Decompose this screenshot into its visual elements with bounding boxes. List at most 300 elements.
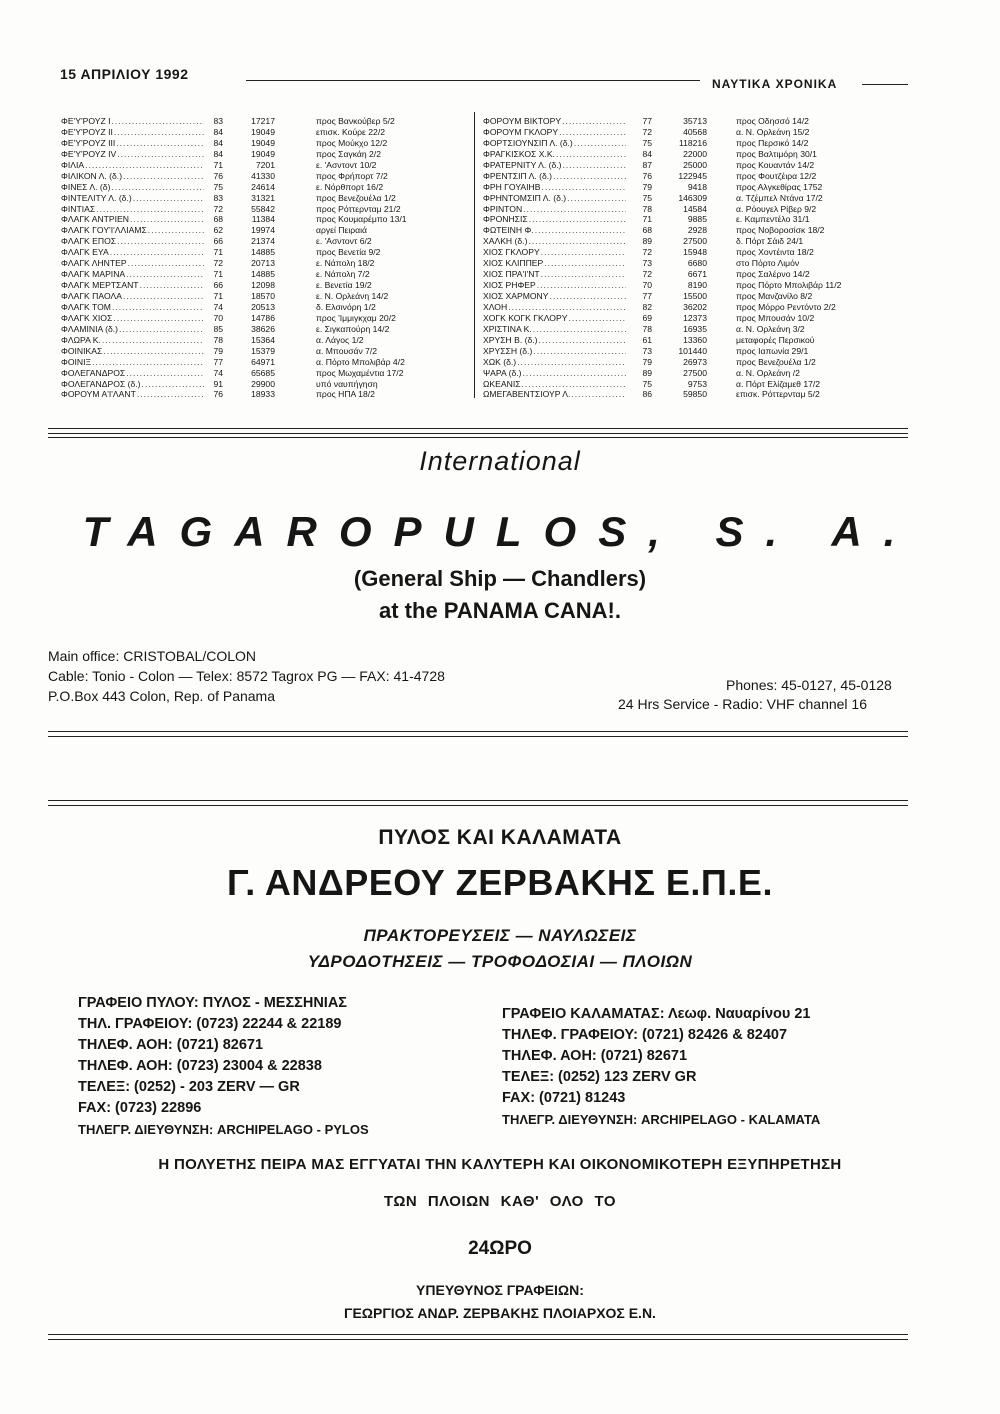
header-rule bbox=[246, 80, 700, 81]
section-divider bbox=[48, 736, 908, 737]
ship-destination: προς Κουαντάν 14/2 bbox=[736, 159, 815, 170]
ship-year: 79 bbox=[213, 345, 223, 356]
ship-name: ΧΙΟΣ ΧΑΡΜΟΝΥ ..... bbox=[483, 291, 626, 302]
ship-row bbox=[483, 127, 883, 138]
ship-tonnage: 14885 bbox=[251, 269, 275, 280]
ship-row bbox=[61, 225, 401, 236]
ship-destination: προς Σαγκάη 2/2 bbox=[316, 148, 381, 159]
ship-year: 62 bbox=[213, 225, 223, 236]
ship-tonnage: 9418 bbox=[687, 181, 707, 192]
ship-tonnage: 19049 bbox=[251, 148, 275, 159]
ship-tonnage: 16935 bbox=[683, 323, 707, 334]
ship-tonnage: 118216 bbox=[678, 137, 707, 148]
ship-year: 85 bbox=[213, 323, 223, 334]
ship-name: ΦΙΛΙΚΟΝ Λ. (δ.) ..... bbox=[61, 171, 204, 182]
ad-phones: Phones: 45-0127, 45-0128 bbox=[726, 677, 892, 693]
ship-year: 77 bbox=[213, 356, 223, 367]
section-divider bbox=[48, 800, 908, 801]
ship-row bbox=[483, 225, 883, 236]
ship-year: 73 bbox=[642, 345, 652, 356]
ship-tonnage: 20713 bbox=[251, 258, 275, 269]
ship-tonnage: 12373 bbox=[683, 312, 707, 323]
ship-tonnage: 17217 bbox=[251, 116, 275, 126]
ship-year: 83 bbox=[213, 192, 223, 203]
ship-name: ΧΙΟΣ ΓΚΛΟΡΥ ..... bbox=[483, 247, 626, 258]
ship-destination: προς Νοβοροσίσκ 18/2 bbox=[736, 225, 825, 236]
ship-name: ΦΡΑΤΕΡΝΙΤΥ Λ. (δ.) ..... bbox=[483, 160, 626, 171]
ship-row bbox=[61, 236, 401, 247]
ship-destination: μεταφορές Περσικού bbox=[736, 334, 815, 345]
column-separator bbox=[474, 112, 475, 398]
kalamata-office-line: ΤΕΛΕΞ: (0252) 123 ZERV GR bbox=[502, 1069, 697, 1085]
ship-row bbox=[61, 193, 401, 204]
pylos-office-line: ΤΗΛΕΦ. ΑΟΗ: (0721) 82671 bbox=[78, 1037, 264, 1053]
ship-year: 77 bbox=[642, 116, 652, 126]
ad-services: ΠΡΑΚΤΟΡΕΥΣΕΙΣ — ΝΑΥΛΩΣΕΙΣ bbox=[363, 926, 637, 945]
ship-year: 73 bbox=[642, 258, 652, 269]
ship-destination: α. Ν. Ορλεάνη 3/2 bbox=[736, 323, 805, 334]
ship-year: 74 bbox=[213, 367, 223, 378]
ship-tonnage: 35713 bbox=[683, 116, 707, 126]
ship-year: 71 bbox=[642, 214, 652, 225]
ship-list-left bbox=[61, 116, 407, 400]
ship-year: 84 bbox=[213, 148, 223, 159]
ship-row bbox=[483, 389, 883, 400]
ship-row bbox=[61, 138, 401, 149]
ship-destination: προς Περσικό 14/2 bbox=[736, 137, 809, 148]
ship-year: 76 bbox=[642, 170, 652, 181]
ship-destination: α. Ρόουγελ Ρίβερ 9/2 bbox=[736, 203, 817, 214]
ship-name: ΧΩΚ (δ.) ..... bbox=[483, 357, 626, 368]
ship-year: 66 bbox=[213, 236, 223, 247]
ship-row bbox=[61, 247, 401, 258]
ship-destination: προς Ιαπωνία 29/1 bbox=[736, 345, 809, 356]
ship-name: ΧΙΟΣ ΡΗΦΕΡ ..... bbox=[483, 280, 626, 291]
ad-company-name: TAGAROPULOS, S. A. bbox=[82, 508, 918, 555]
ship-year: 77 bbox=[642, 291, 652, 301]
ship-year: 87 bbox=[642, 159, 652, 170]
ship-row bbox=[61, 389, 401, 400]
ship-destination: προς Βενετία 9/2 bbox=[316, 247, 381, 258]
section-divider bbox=[48, 433, 908, 434]
ship-row bbox=[483, 204, 883, 215]
section-divider bbox=[48, 731, 908, 732]
ship-tonnage: 40568 bbox=[683, 126, 707, 137]
ship-year: 72 bbox=[642, 269, 652, 280]
ad-subtitle: (General Ship — Chandlers) bbox=[353, 566, 647, 591]
ship-destination: δ. Πόρτ Σάιδ 24/1 bbox=[736, 236, 804, 247]
pylos-office bbox=[78, 993, 369, 1140]
ship-name: ΦΛΩΡΑ Κ. ..... bbox=[61, 335, 204, 346]
ship-name: ΧΟΓΚ ΚΟΓΚ ΓΚΛΟΡΥ ..... bbox=[483, 313, 626, 324]
ship-destination: ε. Βενετία 19/2 bbox=[316, 280, 372, 291]
ship-row bbox=[483, 160, 883, 171]
section-divider bbox=[48, 1339, 908, 1340]
ship-row bbox=[61, 280, 401, 291]
ship-name: ΦΟΡΟΥΜ ΒΙΚΤΟΡΥ ..... bbox=[483, 116, 626, 127]
ship-tonnage: 25000 bbox=[683, 159, 707, 170]
ad-hours: 24ΩΡΟ bbox=[468, 1238, 532, 1259]
ship-name: ΧΡΥΣΗ Β. (δ.) ..... bbox=[483, 335, 626, 346]
ship-row bbox=[483, 258, 883, 269]
ship-year: 66 bbox=[213, 280, 223, 291]
pylos-office-line: ΤΗΛΕΓΡ. ΔΙΕΥΘΥΝΣΗ: ARCHIPELAGO - PYLOS bbox=[78, 1122, 369, 1137]
ship-tonnage: 59850 bbox=[683, 389, 707, 400]
ship-destination: ε. Ν. Ορλεάνη 14/2 bbox=[316, 291, 389, 301]
ship-tonnage: 18933 bbox=[251, 389, 275, 400]
ad-main-office: Main office: CRISTOBAL/COLON bbox=[48, 648, 256, 664]
ship-tonnage: 65685 bbox=[251, 367, 275, 378]
ship-name: ΦΟΙΝΙΞ ..... bbox=[61, 357, 204, 368]
ship-row bbox=[483, 368, 883, 379]
ship-row bbox=[483, 335, 883, 346]
ship-year: 71 bbox=[213, 291, 223, 301]
ship-destination: α. Ν. Ορλεάνη /2 bbox=[736, 367, 800, 378]
ship-year: 68 bbox=[213, 214, 223, 225]
ship-row bbox=[61, 182, 401, 193]
ship-tonnage: 19049 bbox=[251, 126, 275, 137]
ship-name: ΦΛΑΓΚ ΕΠΟΣ ..... bbox=[61, 236, 204, 247]
ship-row bbox=[483, 280, 883, 291]
ship-name: ΦΟΛΕΓΑΝΔΡΟΣ (δ.) ..... bbox=[61, 379, 204, 390]
ship-row bbox=[483, 116, 883, 127]
ship-row bbox=[61, 127, 401, 138]
ship-year: 91 bbox=[213, 378, 223, 389]
section-divider bbox=[48, 805, 908, 806]
kalamata-office bbox=[502, 1004, 820, 1130]
ship-destination: α. Τζέμπελ Ντάνα 17/2 bbox=[736, 192, 823, 203]
ship-name: ΦΡΗΝΤΟΜΣΙΠ Λ. (δ.) ..... bbox=[483, 193, 626, 204]
kalamata-office-line: ΓΡΑΦΕΙΟ ΚΑΛΑΜΑΤΑΣ: Λεωφ. Ναυαρίνου 21 bbox=[502, 1006, 811, 1022]
ship-tonnage: 29900 bbox=[251, 378, 275, 389]
ship-name: ΦΟΡΟΥΜ Α'Ι'ΛΑΝΤ ..... bbox=[61, 389, 204, 400]
header-rule-right bbox=[862, 84, 908, 85]
ad-service: 24 Hrs Service - Radio: VHF channel 16 bbox=[618, 696, 867, 712]
ship-year: 89 bbox=[642, 236, 652, 247]
ship-name: ΧΛΟΗ ..... bbox=[483, 302, 626, 313]
ship-name: ΦΕ'Υ'ΡΟΥΖ Ι ..... bbox=[61, 116, 204, 127]
ship-destination: ε. Νάπολη 18/2 bbox=[316, 258, 375, 269]
ship-tonnage: 13360 bbox=[683, 334, 707, 345]
ship-destination: ε. 'Ασντοντ 10/2 bbox=[316, 159, 377, 170]
ship-row bbox=[61, 171, 401, 182]
ship-destination: προς Φρήπορτ 7/2 bbox=[316, 170, 388, 181]
ship-tonnage: 14786 bbox=[251, 312, 275, 323]
ship-year: 76 bbox=[213, 170, 223, 181]
ship-row bbox=[483, 379, 883, 390]
ship-destination: προς Μπουσάν 10/2 bbox=[736, 312, 815, 323]
ship-destination: επισκ. Ρόττερνταμ 5/2 bbox=[736, 389, 820, 400]
ad-cable: Cable: Tonio - Colon — Telex: 8572 Tagrox PG — FAX: 41-4728 bbox=[48, 668, 445, 684]
ship-destination: ε. Σιγκαπούρη 14/2 bbox=[316, 323, 390, 334]
ship-row bbox=[483, 269, 883, 280]
section-divider bbox=[48, 1334, 908, 1335]
ship-year: 84 bbox=[213, 137, 223, 148]
ship-year: 86 bbox=[642, 389, 652, 400]
kalamata-office-line: ΤΗΛΕΦ. ΑΟΗ: (0721) 82671 bbox=[502, 1048, 688, 1064]
ship-row bbox=[483, 346, 883, 357]
ship-year: 84 bbox=[642, 148, 652, 159]
ship-name: ΦΛΑΓΚ ΧΙΟΣ ..... bbox=[61, 313, 204, 324]
ship-name: ΦΙΝΕΣ Λ. (δ) ..... bbox=[61, 182, 204, 193]
pylos-office-line: FAX: (0723) 22896 bbox=[78, 1100, 202, 1116]
ship-tonnage: 8190 bbox=[687, 280, 707, 291]
ship-row bbox=[483, 313, 883, 324]
ship-destination: προς Βανκούβερ 5/2 bbox=[316, 116, 395, 126]
ship-destination: προς Φουτζέιρα 12/2 bbox=[736, 170, 817, 181]
ship-name: ΦΩΤΕΙΝΗ Φ. ..... bbox=[483, 225, 626, 236]
ship-row bbox=[61, 324, 401, 335]
ad-location-title: ΠΥΛΟΣ ΚΑΙ ΚΑΛΑΜΑΤΑ bbox=[378, 826, 622, 849]
ship-year: 75 bbox=[642, 192, 652, 203]
ship-tonnage: 11384 bbox=[251, 214, 275, 225]
ship-year: 72 bbox=[642, 126, 652, 137]
ship-tonnage: 15364 bbox=[251, 334, 275, 345]
ship-name: ΦΛΑΓΚ ΕΥΑ ..... bbox=[61, 247, 204, 258]
ship-row bbox=[483, 214, 883, 225]
ship-destination: προς Βενεζουέλα 1/2 bbox=[736, 356, 816, 367]
ship-tonnage: 18570 bbox=[251, 291, 275, 301]
ship-destination: ε. Νόρθπορτ 16/2 bbox=[316, 181, 384, 192]
ship-tonnage: 122945 bbox=[678, 170, 707, 181]
pylos-office-line: ΤΕΛΕΞ: (0252) - 203 ZERV — GR bbox=[78, 1079, 300, 1095]
ship-year: 79 bbox=[642, 181, 652, 192]
ship-tonnage: 7201 bbox=[255, 159, 275, 170]
ship-row bbox=[483, 324, 883, 335]
ship-tonnage: 15379 bbox=[251, 345, 275, 356]
ad-international: International bbox=[419, 446, 581, 476]
ship-name: ΦΙΝΤΕΛΙΤΥ Λ. (δ.) ..... bbox=[61, 193, 204, 204]
ship-tonnage: 19974 bbox=[251, 225, 275, 236]
ship-year: 78 bbox=[213, 334, 223, 345]
ship-tonnage: 26973 bbox=[683, 356, 707, 367]
ship-name: ΦΛΑΓΚ ΑΝΤΡΙΕΝ ..... bbox=[61, 214, 204, 225]
ship-year: 89 bbox=[642, 367, 652, 378]
publication-title: ΝΑΥΤΙΚΑ ΧΡΟΝΙΚΑ bbox=[712, 77, 838, 91]
responsible-name: ΓΕΩΡΓΙΟΣ ΑΝΔΡ. ΖΕΡΒΑΚΗΣ ΠΛΟΙΑΡΧΟΣ Ε.Ν. bbox=[344, 1305, 656, 1321]
ship-destination: προς Οδησσό 14/2 bbox=[736, 116, 809, 126]
pylos-office-line: ΤΗΛΕΦ. ΑΟΗ: (0723) 23004 & 22838 bbox=[78, 1058, 322, 1074]
ship-year: 78 bbox=[642, 203, 652, 214]
ship-name: ΦΡΕΝΤΣΙΠ Λ. (δ.) ..... bbox=[483, 171, 626, 182]
ship-name: ΦΟΛΕΓΑΝΔΡΟΣ ..... bbox=[61, 368, 204, 379]
ship-tonnage: 9753 bbox=[687, 378, 707, 389]
ship-tonnage: 2928 bbox=[687, 225, 707, 236]
ship-tonnage: 27500 bbox=[683, 367, 707, 378]
ship-row bbox=[483, 193, 883, 204]
ship-name: ΦΟΙΝΙΚΑΣ ..... bbox=[61, 346, 204, 357]
kalamata-office-line: FAX: (0721) 81243 bbox=[502, 1090, 626, 1106]
ship-year: 72 bbox=[642, 247, 652, 258]
ship-year: 83 bbox=[213, 116, 223, 126]
kalamata-office-line: ΤΗΛΕΓΡ. ΔΙΕΥΘΥΝΣΗ: ARCHIPELAGO - KALAMATA bbox=[502, 1112, 821, 1127]
ship-tonnage: 41330 bbox=[251, 170, 275, 181]
ship-destination: προς Βενεζουέλα 1/2 bbox=[316, 192, 396, 203]
pylos-office-line: ΓΡΑΦΕΙΟ ΠΥΛΟΥ: ΠΥΛΟΣ - ΜΕΣΣΗΝΙΑΣ bbox=[78, 995, 348, 1011]
ad-slogan: ΤΩΝ ΠΛΟΙΩΝ ΚΑΘ' ΟΛΟ ΤΟ bbox=[383, 1193, 617, 1210]
ship-name: ΦΛΑΜΙΝΙΑ (δ.) ..... bbox=[61, 324, 204, 335]
pylos-office-line: ΤΗΛ. ΓΡΑΦΕΙΟΥ: (0723) 22244 & 22189 bbox=[78, 1016, 342, 1032]
ship-name: ΧΑΛΚΗ (δ.) ..... bbox=[483, 236, 626, 247]
ship-name: ΦΕ'Υ'ΡΟΥΖ ΙΙ ..... bbox=[61, 127, 204, 138]
ship-row bbox=[61, 160, 401, 171]
ship-destination: προς Μανζανίλο 8/2 bbox=[736, 291, 813, 301]
ship-destination: προς Αλγκεθίρας 1752 bbox=[736, 181, 823, 192]
ship-row bbox=[61, 149, 401, 160]
ship-destination: προς ΗΠΑ 18/2 bbox=[316, 389, 375, 400]
ship-destination: ε. 'Ασντοντ 6/2 bbox=[316, 236, 372, 247]
ship-destination: προς Χοντέιντα 18/2 bbox=[736, 247, 814, 258]
ship-tonnage: 14584 bbox=[683, 203, 707, 214]
ship-row bbox=[483, 247, 883, 258]
ship-name: ΦΛΑΓΚ ΛΗΝΤΕΡ ..... bbox=[61, 258, 204, 269]
section-divider bbox=[48, 437, 908, 438]
ship-row bbox=[483, 149, 883, 160]
ship-name: ΦΙΛΙΑ ..... bbox=[61, 160, 204, 171]
ship-row bbox=[61, 258, 401, 269]
ship-destination: προς Μωχαμέντια 17/2 bbox=[316, 367, 404, 378]
ship-name: ΦΡΙΝΤΟΝ ..... bbox=[483, 204, 626, 215]
ship-name: ΦΛΑΓΚ ΜΕΡΤΣΑΝΤ ..... bbox=[61, 280, 204, 291]
ad-pobox: P.O.Box 443 Colon, Rep. of Panama bbox=[48, 688, 275, 704]
ship-name: ΦΕ'Υ'ΡΟΥΖ ΙΙΙ ..... bbox=[61, 138, 204, 149]
ship-name: ΦΛΑΓΚ ΓΟΥ'Ι'ΛΛΙΑΜΣ ..... bbox=[61, 225, 204, 236]
section-divider bbox=[48, 428, 908, 429]
ship-destination: α. Ν. Ορλεάνη 15/2 bbox=[736, 126, 810, 137]
ship-row bbox=[61, 269, 401, 280]
ship-destination: προς Βαλτιμόρη 30/1 bbox=[736, 148, 817, 159]
ship-name: ΦΛΑΓΚ ΠΑΟΛΑ ..... bbox=[61, 291, 204, 302]
ship-name: ΨΑΡΑ (δ.) ..... bbox=[483, 368, 626, 379]
ship-row bbox=[61, 367, 404, 379]
ship-row bbox=[61, 116, 401, 127]
ship-destination: προς Πόρτο Μπολιβάρ 11/2 bbox=[736, 280, 842, 291]
ship-row bbox=[61, 291, 401, 302]
ship-year: 71 bbox=[213, 159, 223, 170]
ship-row bbox=[483, 291, 883, 302]
ship-destination: α. Μπουσάν 7/2 bbox=[316, 345, 378, 356]
ship-year: 71 bbox=[213, 269, 223, 280]
ship-year: 70 bbox=[642, 280, 652, 291]
ship-destination: προς Κουμαρέμπο 13/1 bbox=[316, 214, 407, 225]
ship-destination: επισκ. Κούρε 22/2 bbox=[316, 126, 385, 137]
ship-tonnage: 22000 bbox=[683, 148, 707, 159]
ship-tonnage: 38626 bbox=[251, 323, 275, 334]
ad-location: at the PANAMA CANA!. bbox=[379, 598, 621, 623]
ship-year: 72 bbox=[213, 258, 223, 269]
ship-tonnage: 6680 bbox=[687, 258, 707, 269]
ship-row bbox=[61, 204, 401, 215]
ship-name: ΧΡΙΣΤΙΝΑ Κ. ..... bbox=[483, 324, 626, 335]
ship-year: 76 bbox=[213, 389, 223, 400]
ship-tonnage: 9885 bbox=[687, 214, 707, 225]
issue-date: 15 ΑΠΡΙΛΙΟΥ 1992 bbox=[60, 66, 189, 82]
ship-name: ΦΟΡΤΣΙΟΥΝΣΙΠ Λ. (δ.) ..... bbox=[483, 138, 626, 149]
ship-tonnage: 6671 bbox=[687, 269, 707, 280]
ship-destination: προς Μόρρο Ρεντόντο 2/2 bbox=[736, 301, 836, 312]
ship-row bbox=[483, 182, 883, 193]
ship-destination: ε. Νάπολη 7/2 bbox=[316, 269, 370, 280]
ship-row bbox=[483, 357, 883, 368]
ship-row bbox=[483, 236, 883, 247]
ship-name: ΦΡΟΝΗΣΙΣ ..... bbox=[483, 214, 626, 225]
ship-name: ΦΡΗ ΓΟΥΑΙΗΒ ..... bbox=[483, 182, 626, 193]
ship-name: ΧΡΥΣΣΗ (δ.) ..... bbox=[483, 346, 626, 357]
ship-row bbox=[61, 214, 407, 225]
ship-year: 82 bbox=[642, 301, 652, 312]
ship-year: 71 bbox=[213, 247, 223, 258]
ship-destination: υπό ναυπήγηση bbox=[316, 378, 378, 389]
ship-name: ΦΡΑΓΚΙΣΚΟΣ Χ.Κ. ..... bbox=[483, 149, 626, 160]
ship-year: 74 bbox=[213, 301, 223, 312]
ship-tonnage: 146309 bbox=[678, 192, 707, 203]
ship-tonnage: 27500 bbox=[683, 236, 707, 247]
ship-tonnage: 19049 bbox=[251, 137, 275, 148]
ship-name: ΩΜΕΓΑΒΕΝΤΣΙΟΥΡ Λ. ..... bbox=[483, 389, 626, 400]
ship-name: ΩΚΕΑΝΙΣ ..... bbox=[483, 379, 626, 390]
ship-tonnage: 101440 bbox=[678, 345, 707, 356]
ship-destination: α. Πόρτ Ελίζαμεθ 17/2 bbox=[736, 378, 821, 389]
ship-name: ΧΙΟΣ ΚΛΙΠΠΕΡ ..... bbox=[483, 258, 626, 269]
ship-year: 78 bbox=[642, 323, 652, 334]
ad-slogan: Η ΠΟΛΥΕΤΗΣ ΠΕΙΡΑ ΜΑΣ ΕΓΓΥΑΤΑΙ ΤΗΝ ΚΑΛΥΤΕΡΗ ΚΑΙ ΟΙΚΟΝΟΜΙΚΟΤΕΡΗ ΕΞΥΠΗΡΕΤΗΣΗ bbox=[158, 1156, 842, 1173]
ship-year: 72 bbox=[213, 203, 223, 214]
ship-name: ΦΟΡΟΥΜ ΓΚΛΟΡΥ ..... bbox=[483, 127, 626, 138]
ship-tonnage: 21374 bbox=[251, 236, 275, 247]
ship-tonnage: 24614 bbox=[251, 181, 275, 192]
ship-name: ΦΕ'Υ'ΡΟΥΖ ΙV ..... bbox=[61, 149, 204, 160]
ship-tonnage: 14885 bbox=[251, 247, 275, 258]
ship-destination: αργεί Πειραιά bbox=[316, 225, 367, 236]
ship-year: 75 bbox=[642, 378, 652, 389]
ship-year: 69 bbox=[642, 312, 652, 323]
ship-tonnage: 15500 bbox=[683, 291, 707, 301]
ad-company-name: Γ. ΑΝΔΡΕΟΥ ΖΕΡΒΑΚΗΣ Ε.Π.Ε. bbox=[227, 862, 773, 903]
ship-row bbox=[483, 171, 883, 182]
ship-tonnage: 64971 bbox=[251, 356, 275, 367]
ship-destination: προς 'Ιμμιγκχαμ 20/2 bbox=[316, 312, 396, 323]
ship-name: ΦΛΑΓΚ ΜΑΡΙΝΑ ..... bbox=[61, 269, 204, 280]
ship-row bbox=[483, 138, 883, 149]
ship-row bbox=[61, 313, 401, 324]
ship-destination: δ. Ελσινόρη 1/2 bbox=[316, 301, 376, 312]
ship-name: ΦΛΑΓΚ ΤΟΜ ..... bbox=[61, 302, 204, 313]
ship-row bbox=[61, 335, 401, 346]
ship-destination: ε. Καμπεντέλο 31/1 bbox=[736, 214, 810, 225]
ship-tonnage: 12098 bbox=[251, 280, 275, 291]
ship-year: 61 bbox=[642, 334, 652, 345]
ship-list-right bbox=[483, 116, 883, 400]
ship-destination: προς Σαλέρνο 14/2 bbox=[736, 269, 810, 280]
ship-year: 84 bbox=[213, 126, 223, 137]
ship-name: ΦΙΝΤΙΑΣ ..... bbox=[61, 204, 204, 215]
ship-row bbox=[61, 356, 405, 368]
ship-destination: προς Μούκχο 12/2 bbox=[316, 137, 388, 148]
ship-name: ΧΙΟΣ ΠΡΑ'Ι'ΝΤ ..... bbox=[483, 269, 626, 280]
ship-year: 68 bbox=[642, 225, 652, 236]
ship-tonnage: 15948 bbox=[683, 247, 707, 258]
ship-tonnage: 55842 bbox=[251, 203, 275, 214]
ship-row bbox=[61, 379, 401, 390]
ship-tonnage: 31321 bbox=[251, 192, 275, 203]
ship-tonnage: 20513 bbox=[251, 301, 275, 312]
ship-year: 79 bbox=[642, 356, 652, 367]
kalamata-office-line: ΤΗΛΕΦ. ΓΡΑΦΕΙΟΥ: (0721) 82426 & 82407 bbox=[502, 1027, 788, 1043]
ship-year: 70 bbox=[213, 312, 223, 323]
ship-destination: προς Ρόττερνταμ 21/2 bbox=[316, 203, 401, 214]
ship-row bbox=[61, 302, 401, 313]
ship-row bbox=[61, 346, 401, 357]
